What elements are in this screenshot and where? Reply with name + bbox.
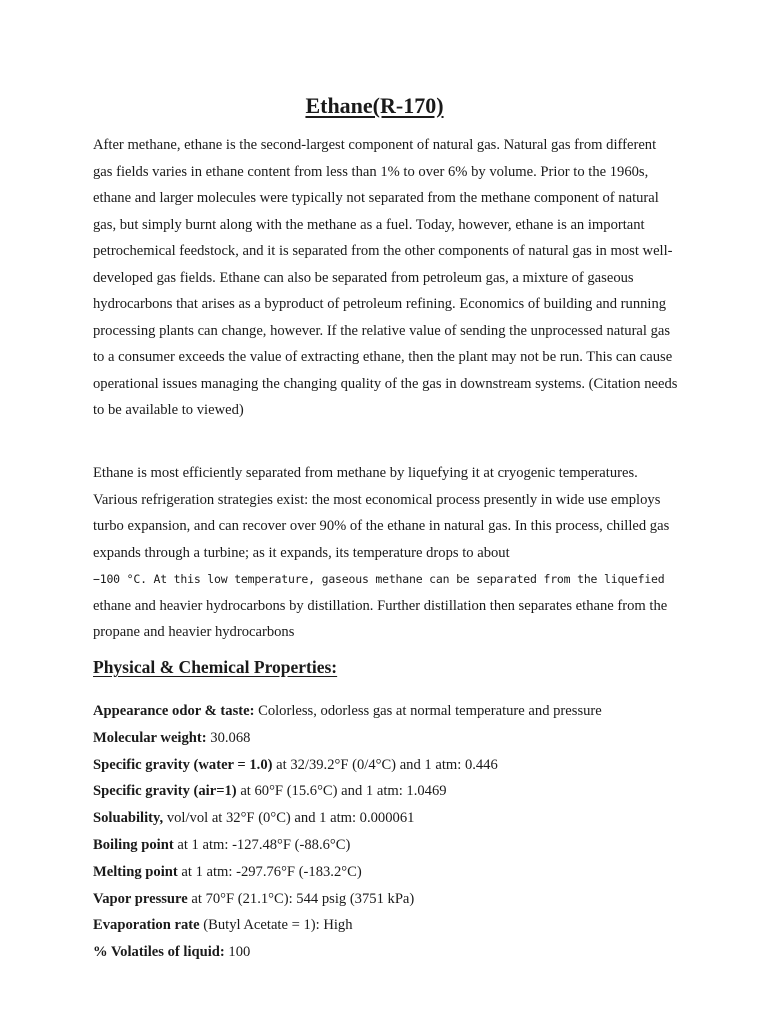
property-appearance [93, 698, 678, 725]
property-melting-point [93, 859, 678, 886]
property-evaporation-rate [93, 912, 678, 939]
property-value: Colorless, odorless gas at normal temperature and pressure [254, 703, 602, 719]
property-specific-gravity-air [93, 778, 678, 805]
property-vapor-pressure [93, 886, 678, 913]
property-specific-gravity-water [93, 752, 678, 779]
property-label: Soluability, [93, 810, 164, 827]
property-label: Appearance odor & taste: [93, 703, 255, 719]
separation-text-part1: Ethane is most efficiently separated from methane by liquefying it at cryogenic temperatures. Various refrigeration strategies exist: the most economical process presently in wide use employs turbo expansion, and can recover over 90% of the ethane in natural gas. In this process, chilled gas expands through a turbine; as it expands, its temperature drops to about [93, 465, 670, 561]
property-value: at 1 atm: -127.48°F (-88.6°C) [173, 836, 351, 853]
property-value: at 70°F (21.1°C): 544 psig (3751 kPa) [187, 890, 415, 907]
property-value: at 60°F (15.6°C) and 1 atm: 1.0469 [236, 783, 447, 800]
intro-paragraph: After methane, ethane is the second-largest component of natural gas. Natural gas from different gas fields varies in ethane content from less than 1% to over 6% by volume. Prior to the 1960s, ethane and larger molecules were typically not separated from the methane component of natural gas, but simply burnt along with the methane as a fuel. Today, however, ethane is an important petrochemical feedstock, and it is separated from the other components of natural gas in most well-developed gas fields. Ethane can also be separated from petroleum gas, a mixture of gaseous hydrocarbons that arises as a byproduct of petroleum refining. Economics of building and running processing plants can change, however. If the relative value of sending the unprocessed natural gas to a consumer exceeds the value of extracting ethane, then the plant may not be run. This can cause operational issues managing the changing quality of the gas in downstream systems. (Citation needs to be available to viewed) [93, 137, 678, 418]
separation-text-temperature: −100 °C. At this low temperature, gaseous methane can be separated from the liquefied [93, 572, 665, 586]
properties-list [93, 698, 678, 966]
property-molecular-weight [93, 725, 678, 752]
document-title: Ethane(R-170) [305, 93, 444, 118]
property-label: % Volatiles of liquid: [93, 944, 225, 961]
property-label: Melting point [93, 863, 178, 880]
property-label: Vapor pressure [93, 890, 188, 907]
property-solubility [93, 805, 678, 832]
property-value: (Butyl Acetate = 1): High [199, 917, 353, 934]
property-value: 100 [224, 944, 251, 961]
properties-heading: Physical & Chemical Properties: [93, 657, 338, 677]
property-value: vol/vol at 32°F (0°C) and 1 atm: 0.000061 [163, 810, 415, 827]
property-label: Specific gravity (water = 1.0) [93, 756, 273, 773]
property-label: Evaporation rate [93, 917, 200, 934]
property-label: Specific gravity (air=1) [93, 783, 237, 800]
separation-paragraph [93, 460, 678, 646]
property-value: at 32/39.2°F (0/4°C) and 1 atm: 0.446 [272, 756, 498, 773]
separation-text-part2: ethane and heavier hydrocarbons by distillation. Further distillation then separates ethane from the propane and heavier hydrocarbons [93, 597, 668, 640]
property-value: at 1 atm: -297.76°F (-183.2°C) [177, 863, 362, 880]
property-label: Molecular weight: [93, 729, 207, 746]
property-volatiles [93, 939, 678, 966]
property-label: Boiling point [93, 836, 174, 853]
property-boiling-point [93, 832, 678, 859]
property-value: 30.068 [206, 729, 251, 746]
